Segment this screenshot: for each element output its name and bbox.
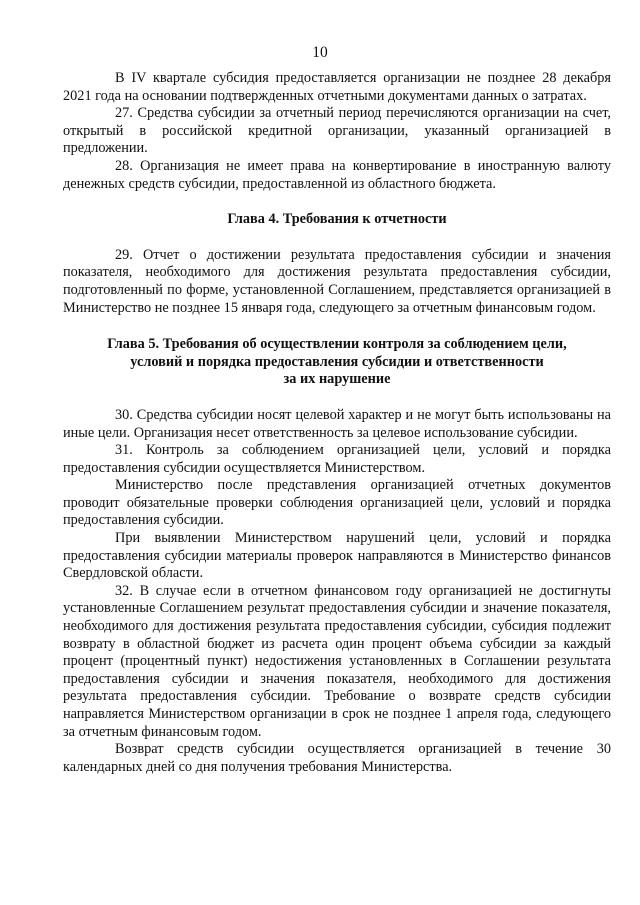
chapter-5-title-line-1: Глава 5. Требования об осуществлении контроля за соблюдением цели, [107,336,567,353]
paragraph-q4-subsidy: В IV квартале субсидия предоставляется организации не позднее 28 декабря 2021 года на основании подтвержденных отчетными документами данных о затратах. [63,70,611,104]
paragraph-violations: При выявлении Министерством нарушений цели, условий и порядка предоставления субсидии материалы проверок направляются в Министерство финансов Свердловской области. [63,530,611,582]
paragraph-30: 30. Средства субсидии носят целевой характер и не могут быть использованы на иные цели. Организация несет ответственность за целевое использование субсидии. [63,406,611,441]
paragraph-ministry-checks: Министерство после представления организацией отчетных документов проводит обязательные проверки соблюдения организацией цели, условий и порядка предоставления субсидии. [63,477,611,529]
chapter-5-title-line-2: условий и порядка предоставления субсидии и ответственности [130,353,544,370]
paragraph-31: 31. Контроль за соблюдением организацией цели, условий и порядка предоставления субсидии осуществляется Министерством. [63,442,611,476]
page-number: 10 [312,44,328,61]
paragraph-28: 28. Организация не имеет права на конвертирование в иностранную валюту денежных средств субсидии, предоставленной из областного бюджета. [63,157,611,192]
paragraph-27: 27. Средства субсидии за отчетный период перечисляются организации на счет, открытый в российской кредитной организации, указанный организацией в предложении. [63,105,611,157]
document-body [63,70,611,776]
paragraph-refund: Возврат средств субсидии осуществляется организацией в течение 30 календарных дней со дня получения требования Министерства. [63,741,611,775]
chapter-4-title: Глава 4. Требования к отчетности [227,211,447,228]
chapter-5-title-line-3: за их нарушение [283,371,391,388]
chapter-5-title [63,336,611,389]
paragraph-32: 32. В случае если в отчетном финансовом году организацией не достигнуты установленные Соглашением результат предоставления субсидии и значение показателя, необходимого для достижения результата предоставления субсидии, субсидия подлежит возврату в областной бюджет из расчета один процент объема субсидии за каждый процент (процентный пункт) недостижения установленных в Соглашении результата предоставления субсидии и значения показателя, необходимого для достижения результата предоставления субсидии. Требование о возврате средств субсидии направляется Министерством организации в срок не позднее 1 апреля года, следующего за отчетным финансовым годом. [63,582,611,740]
paragraph-29: 29. Отчет о достижении результата предоставления субсидии и значения показателя, необходимого для достижения результата предоставления субсидии, подготовленный по форме, установленной Соглашением, представляется организацией в Министерство не позднее 15 января года, следующего за отчетным финансовым годом. [63,246,611,316]
